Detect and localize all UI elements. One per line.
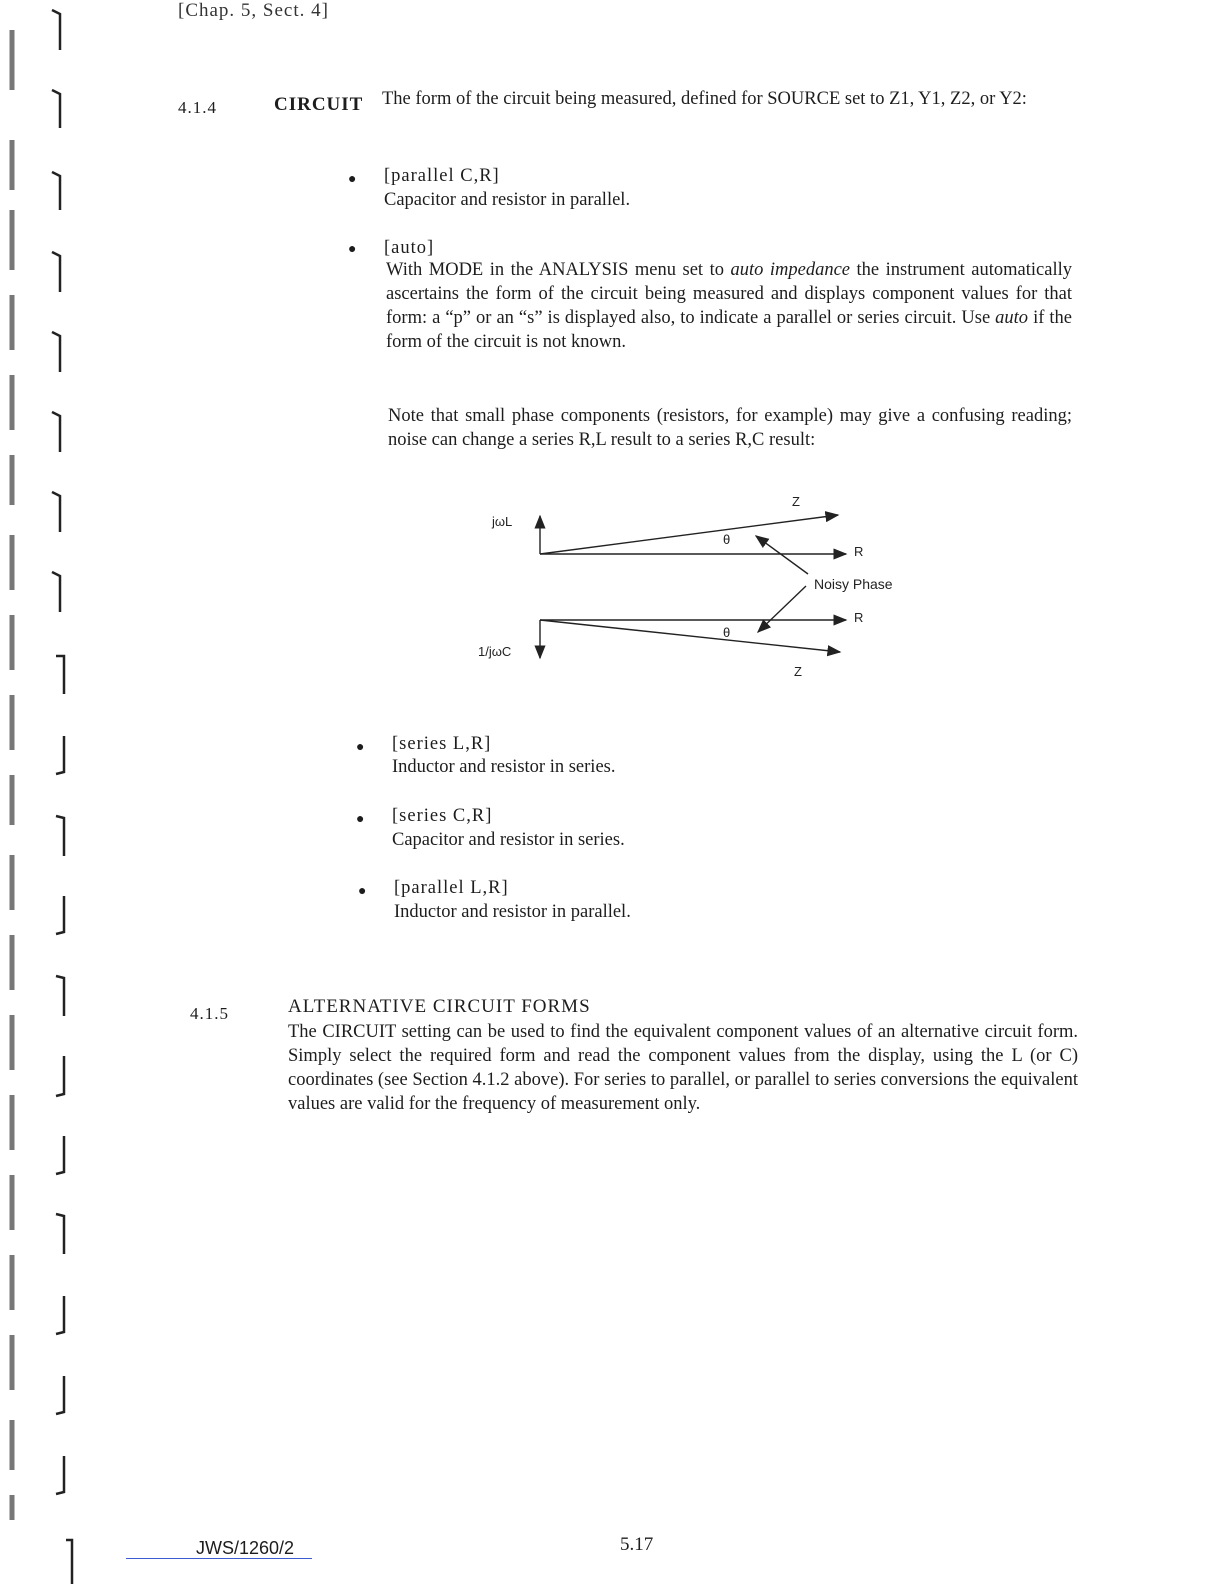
section-title: ALTERNATIVE CIRCUIT FORMS <box>288 996 591 1017</box>
noise-note: Note that small phase components (resistors, for example) may give a confusing reading; noise can change a series R,L result to a series R,C result: <box>388 406 1072 450</box>
noisy-phase-label: Noisy Phase <box>814 576 893 592</box>
section-number: 4.1.5 <box>190 1004 229 1023</box>
page-number: 5.17 <box>620 1534 654 1555</box>
inv-jwc-label: 1/jωC <box>478 644 512 659</box>
option-label: [parallel C,R] <box>384 166 500 186</box>
auto-description: With MODE in the ANALYSIS menu set to auto impedance the instrument automatically ascertains the form of the circuit being measured and displays component values for that form: a “p” or an “s” is displayed also, to indicate a parallel or series circuit. Use auto if the form of the circuit is not known. <box>386 260 1072 352</box>
z-bottom-label: Z <box>794 664 802 679</box>
bullet-icon: ● <box>356 812 365 827</box>
noisy-phase-diagram <box>470 488 930 688</box>
jwl-label: jωL <box>492 514 513 529</box>
document-code: JWS/1260/2 <box>196 1538 295 1558</box>
section-body: The CIRCUIT setting can be used to find the equivalent component values of an alternative circuit form. Simply select the required form and read the component values from the display, using the L (or C) coordinates (see Section 4.1.2 above). For series to parallel, or parallel to series conversions the equivalent values are valid for the frequency of measurement only. <box>288 1022 1078 1114</box>
theta-top-label: θ <box>723 532 731 547</box>
bullet-icon: ● <box>358 884 367 899</box>
bullet-icon: ● <box>348 172 357 187</box>
bullet-icon: ● <box>348 242 357 257</box>
r-bottom-label: R <box>854 610 864 625</box>
footer-rule <box>126 1558 312 1559</box>
binding-edge <box>0 0 90 1584</box>
option-description: Inductor and resistor in parallel. <box>394 902 631 922</box>
option-label: [series C,R] <box>392 806 493 826</box>
option-description: Inductor and resistor in series. <box>392 757 616 777</box>
r-top-label: R <box>854 544 864 559</box>
z-top-label: Z <box>792 494 800 509</box>
theta-bottom-label: θ <box>723 625 731 640</box>
option-label: [parallel L,R] <box>394 878 509 898</box>
section-title: CIRCUIT <box>274 94 364 115</box>
option-label: [auto] <box>384 238 435 258</box>
option-description: Capacitor and resistor in parallel. <box>384 190 631 210</box>
option-description: Capacitor and resistor in series. <box>392 830 625 850</box>
option-label: [series L,R] <box>392 734 492 754</box>
section-number: 4.1.4 <box>178 98 217 117</box>
running-head: [Chap. 5, Sect. 4] <box>178 0 329 21</box>
bullet-icon: ● <box>356 740 365 755</box>
section-intro: The form of the circuit being measured, defined for SOURCE set to Z1, Y1, Z2, or Y2: <box>382 89 1027 109</box>
